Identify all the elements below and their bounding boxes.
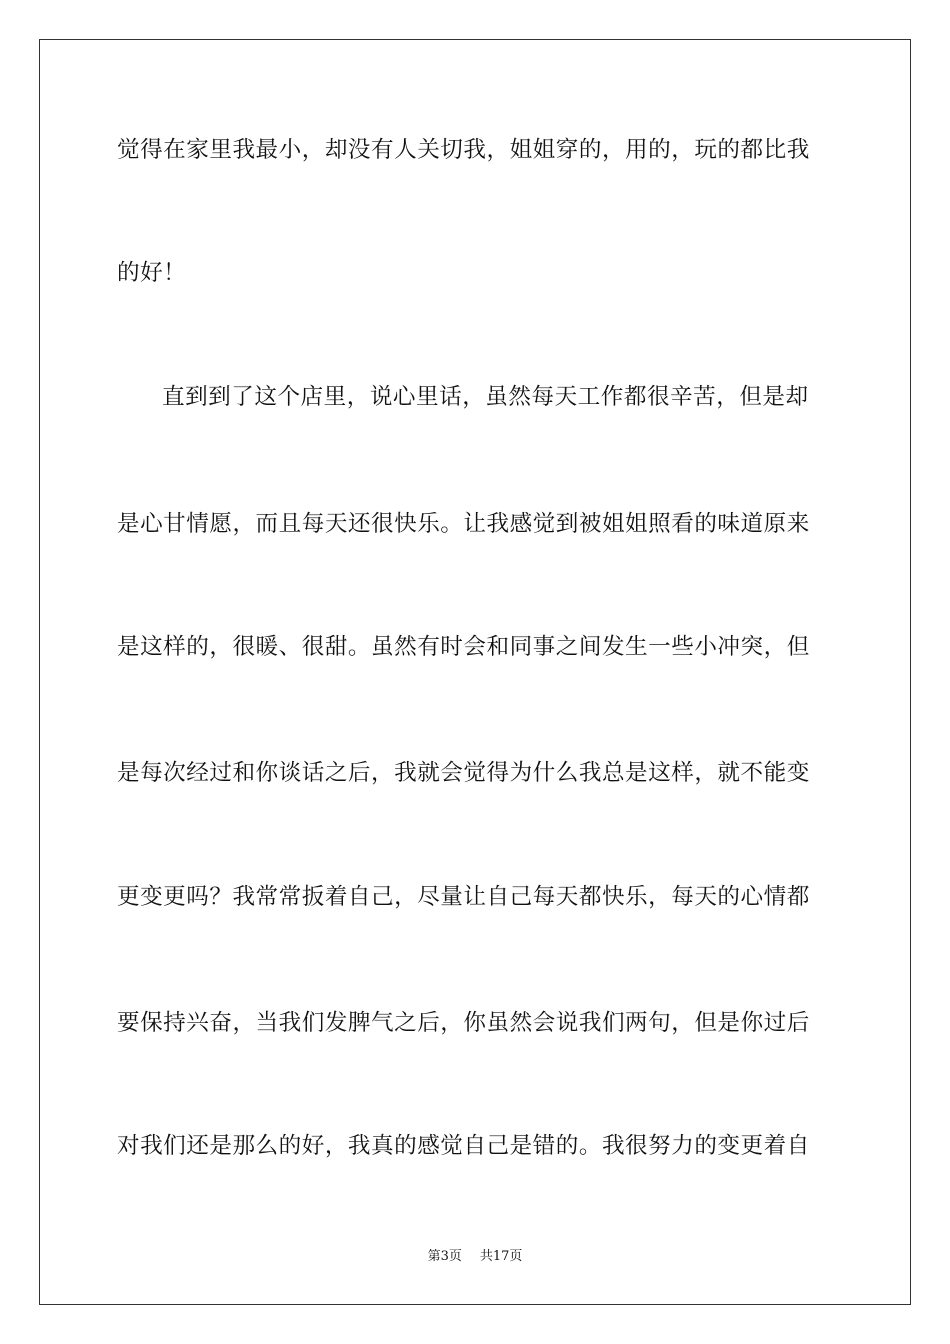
body-line-9: 对我们还是那么的好，我真的感觉自己是错的。我很努力的变更着自 (117, 1133, 810, 1159)
body-line-6: 是每次经过和你谈话之后，我就会觉得为什么我总是这样，就不能变 (117, 760, 810, 786)
page-frame (39, 39, 911, 1305)
body-line-8: 要保持兴奋，当我们发脾气之后，你虽然会说我们两句，但是你过后 (117, 1010, 810, 1036)
body-line-5: 是这样的，很暖、很甜。虽然有时会和同事之间发生一些小冲突，但 (117, 634, 810, 660)
page-footer (0, 1249, 950, 1265)
page-number: 第3页 (427, 1249, 462, 1264)
page-total: 共17页 (479, 1249, 523, 1264)
body-line-4: 是心甘情愿，而且每天还很快乐。让我感觉到被姐姐照看的味道原来 (117, 511, 810, 537)
body-line-3: 直到到了这个店里，说心里话，虽然每天工作都很辛苦，但是却 (162, 384, 809, 410)
body-line-7: 更变更吗？我常常扳着自己，尽量让自己每天都快乐，每天的心情都 (117, 884, 810, 910)
body-line-2: 的好！ (117, 260, 187, 286)
body-line-1: 觉得在家里我最小，却没有人关切我，姐姐穿的，用的，玩的都比我 (117, 137, 810, 163)
